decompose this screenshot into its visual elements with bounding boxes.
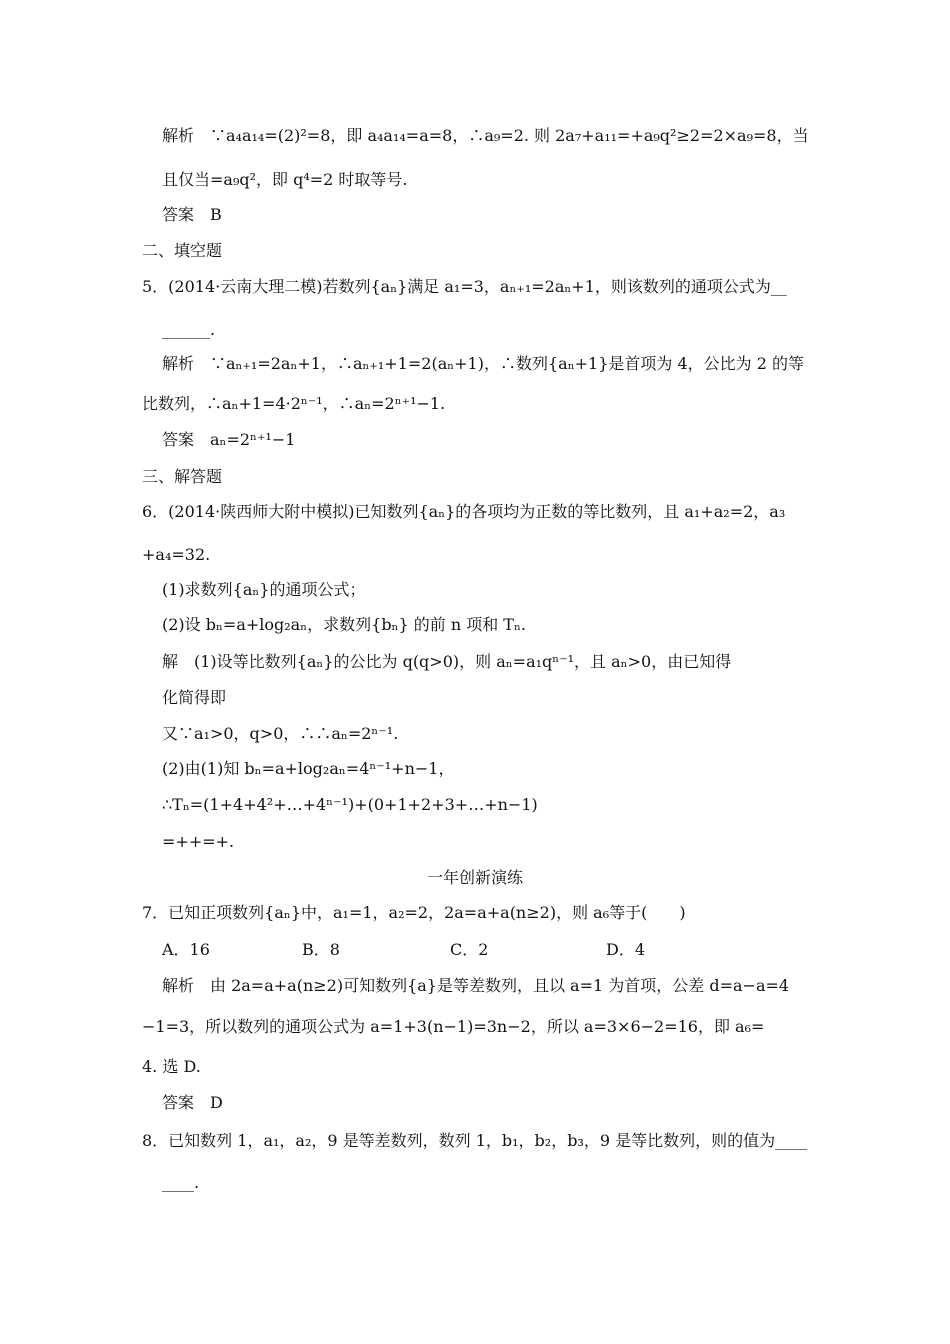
answer-7-analysis-line-3: 4. 选 D. xyxy=(142,1057,201,1076)
question-6-part-1: (1)求数列{aₙ}的通项公式； xyxy=(162,580,366,599)
solution-6-line-1: 解 (1)设等比数列{aₙ}的公比为 q(q>0)，则 aₙ=a₁qⁿ⁻¹，且 aₙ>0，由已知得 xyxy=(162,652,732,671)
answer-7-analysis-line-1: 解析 由 2a=a+a(n≥2)可知数列{a}是等差数列，且以 a=1 为首项，公差 d=a−a=4 xyxy=(162,976,790,995)
solution-6-line-5: ∴Tₙ=(1+4+4²+…+4ⁿ⁻¹)+(0+1+2+3+…+n−1) xyxy=(162,795,538,814)
question-7-option-b: B．8 xyxy=(302,940,340,959)
question-5: 5．(2014·云南大理二模)若数列{aₙ}满足 a₁=3，aₙ₊₁=2aₙ+1，则该数列的通项公式为__ xyxy=(142,277,787,296)
answer-7: 答案 D xyxy=(162,1093,223,1112)
answer-4-analysis-line-1: 解析 ∵a₄a₁₄=(2)²=8，即 a₄a₁₄=a=8，∴a₉=2. 则 2a₇+a₁₁=+a₉q²≥2=2×a₉=8，当 xyxy=(162,126,809,145)
answer-5: 答案 aₙ=2ⁿ⁺¹−1 xyxy=(162,430,296,449)
question-7: 7．已知正项数列{aₙ}中，a₁=1，a₂=2，2a=a+a(n≥2)，则 a₆等于( ) xyxy=(142,903,686,922)
answer-4: 答案 B xyxy=(162,205,222,224)
question-7-option-d: D．4 xyxy=(606,940,646,959)
solution-6-line-6: =++=+. xyxy=(162,832,235,851)
solution-6-line-2: 化简得即 xyxy=(162,688,227,707)
answer-5-analysis-line-1: 解析 ∵aₙ₊₁=2aₙ+1，∴aₙ₊₁+1=2(aₙ+1)，∴数列{aₙ+1}是首项为 4，公比为 2 的等 xyxy=(162,354,805,373)
answer-4-analysis-line-2: 且仅当=a₉q²，即 q⁴=2 时取等号. xyxy=(162,170,408,189)
question-7-option-a: A．16 xyxy=(162,940,210,959)
section-title-innovation: 一年创新演练 xyxy=(426,868,523,887)
answer-5-analysis-line-2: 比数列，∴aₙ+1=4·2ⁿ⁻¹，∴aₙ=2ⁿ⁺¹−1. xyxy=(142,394,446,413)
section-heading-solve: 三、解答题 xyxy=(142,467,223,486)
question-5-blank: ______. xyxy=(162,320,216,339)
solution-6-line-4: (2)由(1)知 bₙ=a+log₂aₙ=4ⁿ⁻¹+n−1， xyxy=(162,759,455,778)
answer-7-analysis-line-2: −1=3，所以数列的通项公式为 a=1+3(n−1)=3n−2，所以 a=3×6−2=16，即 a₆= xyxy=(142,1017,765,1036)
solution-6-line-3: 又∵a₁>0，q>0，∴∴aₙ=2ⁿ⁻¹. xyxy=(162,724,399,743)
question-6-continued: +a₄=32. xyxy=(142,545,211,564)
question-6-part-2: (2)设 bₙ=a+log₂aₙ，求数列{bₙ} 的前 n 项和 Tₙ. xyxy=(162,615,526,634)
question-6: 6．(2014·陕西师大附中模拟)已知数列{aₙ}的各项均为正数的等比数列，且 a₁+a₂=2，a₃ xyxy=(142,502,786,521)
question-8-blank: ____. xyxy=(162,1173,200,1192)
section-heading-fill-in: 二、填空题 xyxy=(142,241,223,260)
question-8: 8．已知数列 1，a₁，a₂，9 是等差数列，数列 1，b₁，b₂，b₃，9 是等比数列，则的值为____ xyxy=(142,1131,808,1150)
question-7-option-c: C．2 xyxy=(450,940,489,959)
